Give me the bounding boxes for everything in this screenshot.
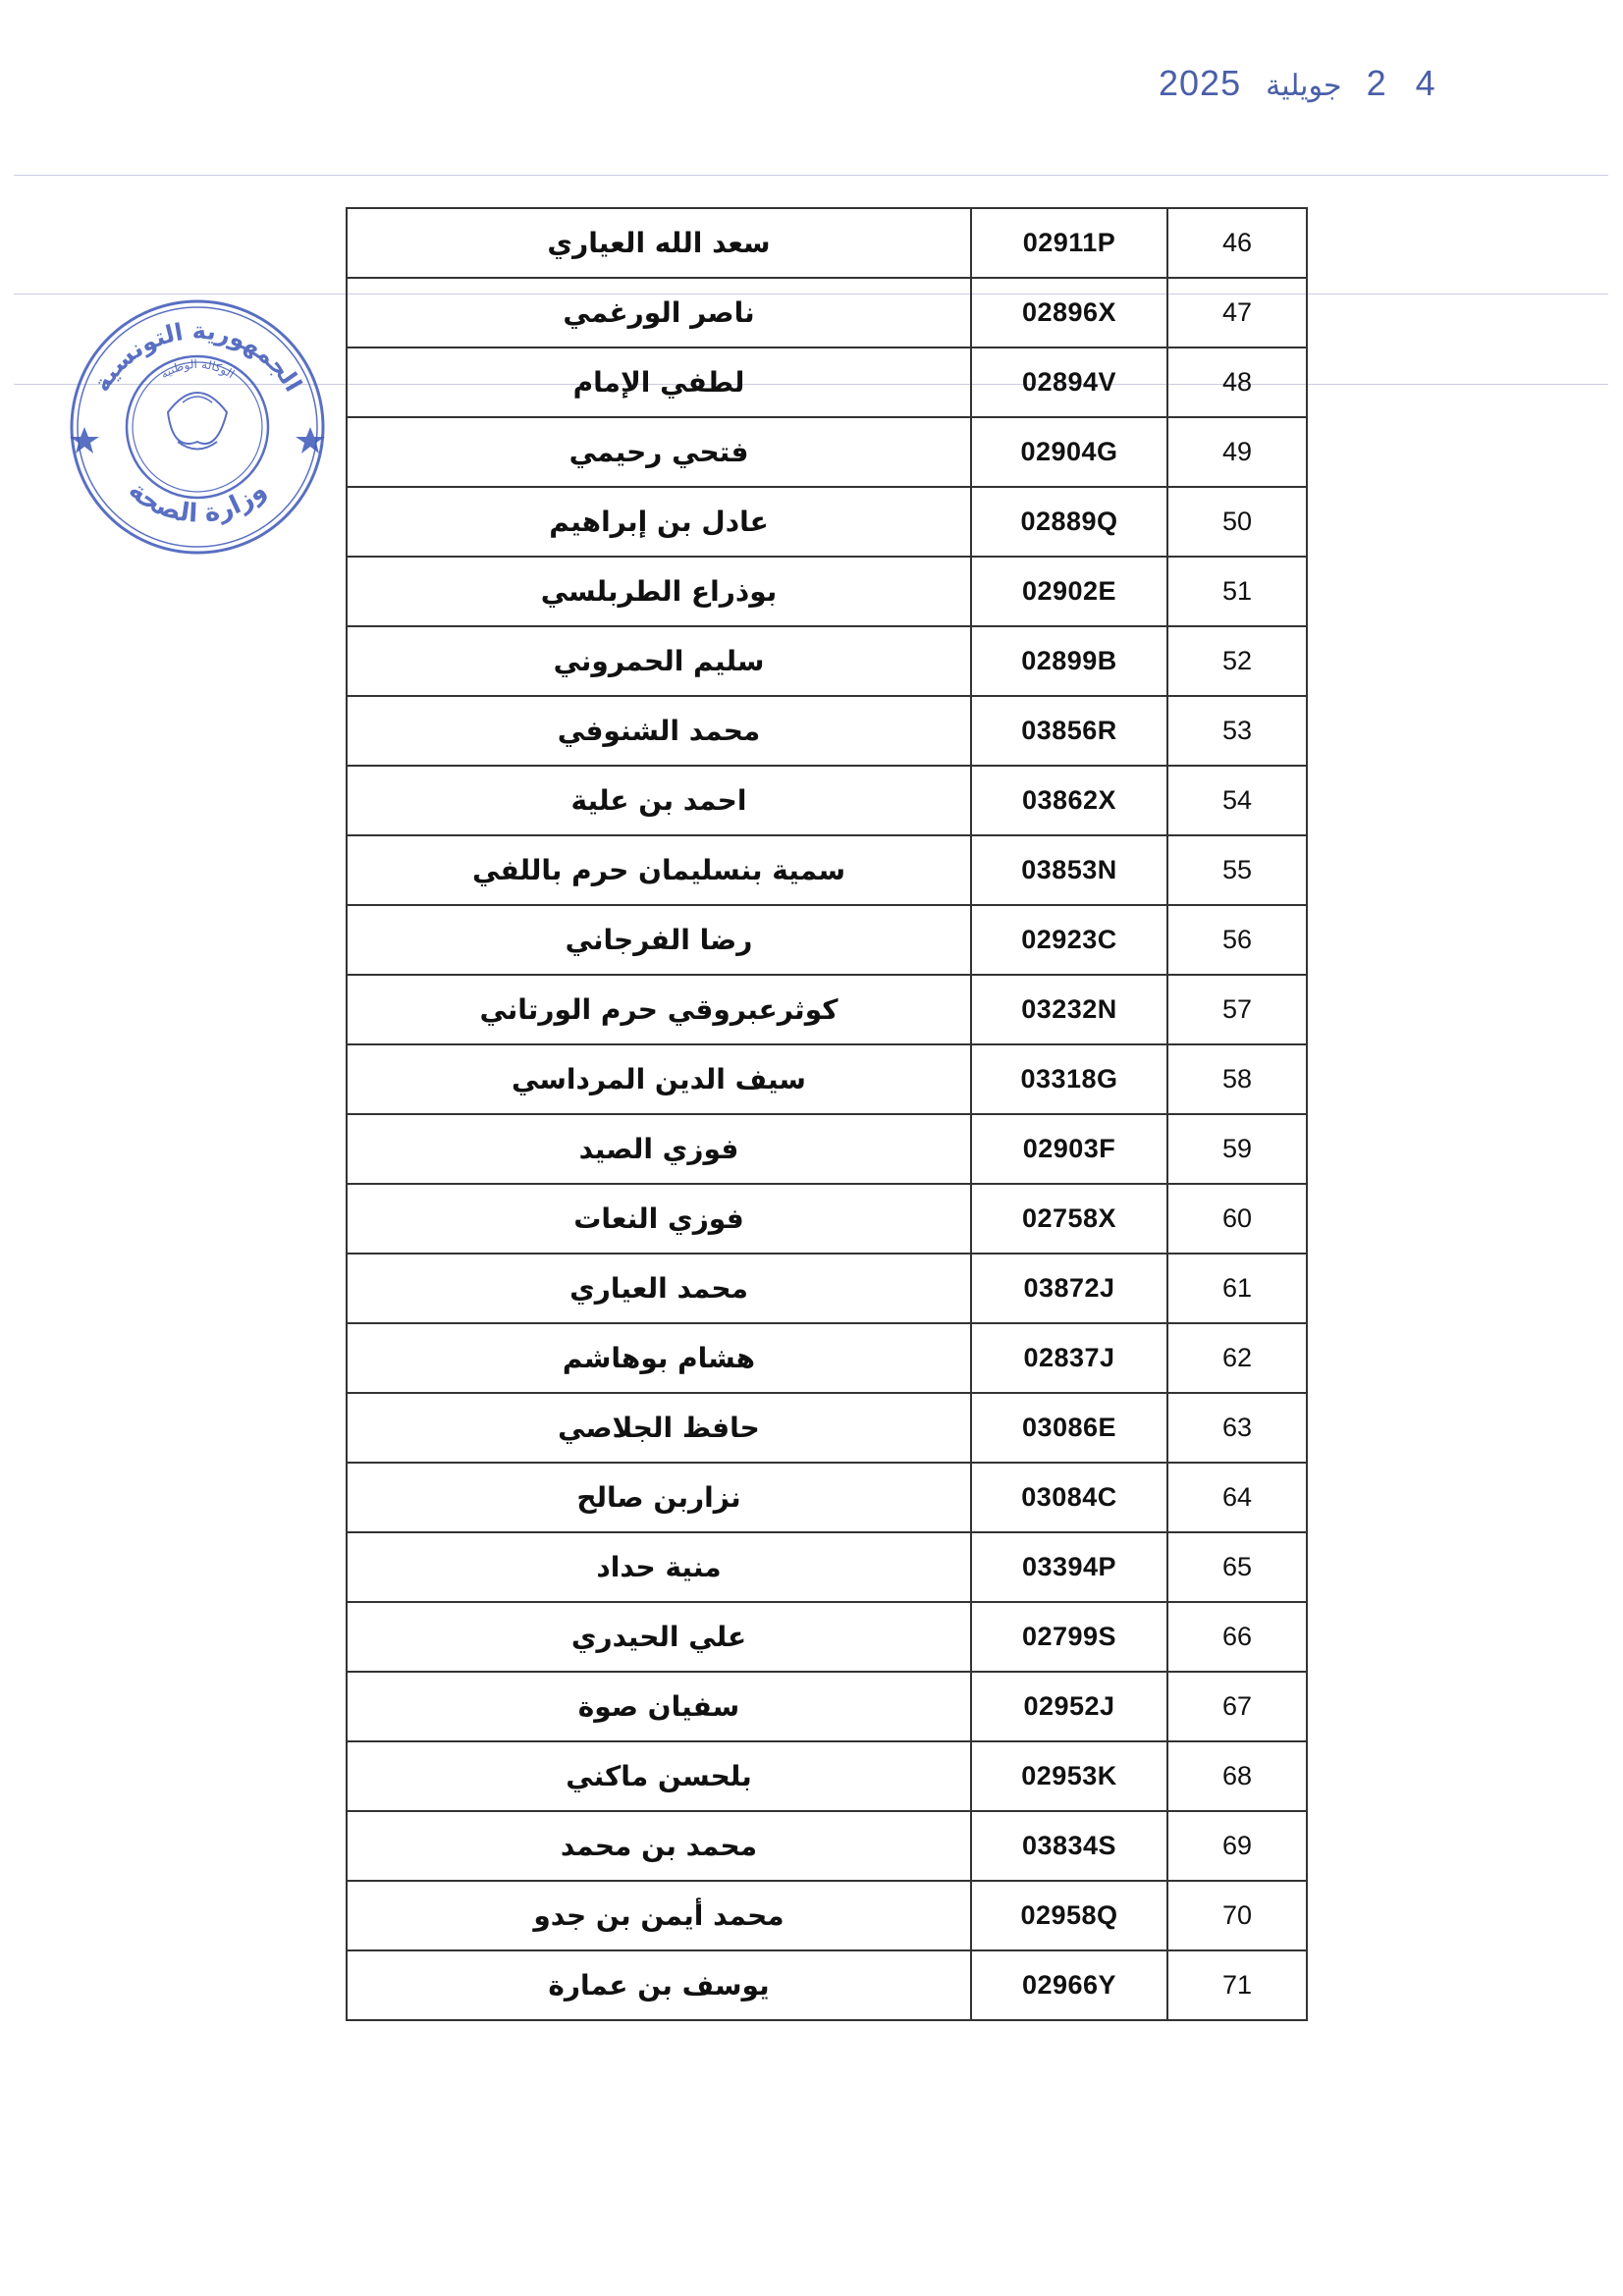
- table-row: [347, 417, 1307, 487]
- table-row: [347, 1602, 1307, 1672]
- table-row: [347, 557, 1307, 626]
- person-name: منية حداد: [347, 1532, 971, 1602]
- table-row: [347, 1881, 1307, 1950]
- row-number: 49: [1167, 417, 1307, 487]
- table-row: [347, 347, 1307, 417]
- table-row: [347, 1323, 1307, 1393]
- person-code: 03084C: [971, 1463, 1167, 1532]
- roster-body: [347, 208, 1307, 2020]
- person-name: سعد الله العياري: [347, 208, 971, 278]
- row-number: 68: [1167, 1741, 1307, 1811]
- scan-line: [14, 175, 1608, 176]
- person-name: هشام بوهاشم: [347, 1323, 971, 1393]
- table-row: [347, 766, 1307, 835]
- table-row: [347, 1044, 1307, 1114]
- person-name: سليم الحمروني: [347, 626, 971, 696]
- person-code: 02758X: [971, 1184, 1167, 1254]
- row-number: 46: [1167, 208, 1307, 278]
- person-code: 02799S: [971, 1602, 1167, 1672]
- person-code: 03232N: [971, 975, 1167, 1044]
- row-number: 56: [1167, 905, 1307, 975]
- row-number: 63: [1167, 1393, 1307, 1463]
- row-number: 60: [1167, 1184, 1307, 1254]
- seal-inner-text: الوكالة الوطنية: [157, 356, 238, 382]
- person-code: 02923C: [971, 905, 1167, 975]
- roster-table: [346, 207, 1308, 2021]
- table-row: [347, 1184, 1307, 1254]
- person-code: 03862X: [971, 766, 1167, 835]
- person-name: رضا الفرجاني: [347, 905, 971, 975]
- row-number: 64: [1167, 1463, 1307, 1532]
- person-code: 03853N: [971, 835, 1167, 905]
- svg-text:وزارة الصحة: [123, 475, 272, 528]
- row-number: 66: [1167, 1602, 1307, 1672]
- person-code: 03834S: [971, 1811, 1167, 1881]
- row-number: 50: [1167, 487, 1307, 557]
- row-number: 51: [1167, 557, 1307, 626]
- row-number: 57: [1167, 975, 1307, 1044]
- person-code: 03318G: [971, 1044, 1167, 1114]
- person-name: يوسف بن عمارة: [347, 1950, 971, 2020]
- table-row: [347, 1393, 1307, 1463]
- table-row: [347, 626, 1307, 696]
- row-number: 69: [1167, 1811, 1307, 1881]
- row-number: 48: [1167, 347, 1307, 417]
- person-name: سيف الدين المرداسي: [347, 1044, 971, 1114]
- person-name: احمد بن علية: [347, 766, 971, 835]
- person-name: حافظ الجلاصي: [347, 1393, 971, 1463]
- person-code: 02902E: [971, 557, 1167, 626]
- date-year: 2025: [1159, 63, 1242, 103]
- date-month: جويلية: [1266, 70, 1342, 102]
- table-row: [347, 1463, 1307, 1532]
- table-row: [347, 1114, 1307, 1184]
- row-number: 59: [1167, 1114, 1307, 1184]
- person-name: علي الحيدري: [347, 1602, 971, 1672]
- row-number: 71: [1167, 1950, 1307, 2020]
- person-name: نزاربن صالح: [347, 1463, 971, 1532]
- person-code: 03086E: [971, 1393, 1167, 1463]
- person-name: سفيان صوة: [347, 1672, 971, 1741]
- date-stamp: [1159, 63, 1445, 104]
- table-row: [347, 208, 1307, 278]
- table-row: [347, 1254, 1307, 1323]
- person-name: محمد بن محمد: [347, 1811, 971, 1881]
- row-number: 70: [1167, 1881, 1307, 1950]
- row-number: 62: [1167, 1323, 1307, 1393]
- table-row: [347, 696, 1307, 766]
- row-number: 67: [1167, 1672, 1307, 1741]
- person-code: 02966Y: [971, 1950, 1167, 2020]
- person-name: محمد الشنوفي: [347, 696, 971, 766]
- person-code: 02958Q: [971, 1881, 1167, 1950]
- person-name: محمد العياري: [347, 1254, 971, 1323]
- row-number: 65: [1167, 1532, 1307, 1602]
- person-code: 02952J: [971, 1672, 1167, 1741]
- person-code: 03394P: [971, 1532, 1167, 1602]
- person-name: لطفي الإمام: [347, 347, 971, 417]
- person-code: 02896X: [971, 278, 1167, 347]
- person-name: كوثرعبروقي حرم الورتاني: [347, 975, 971, 1044]
- table-row: [347, 1950, 1307, 2020]
- seal-bottom-text: وزارة الصحة: [123, 475, 272, 529]
- person-name: ناصر الورغمي: [347, 278, 971, 347]
- person-code: 02953K: [971, 1741, 1167, 1811]
- table-row: [347, 975, 1307, 1044]
- official-seal-stamp: [65, 294, 330, 560]
- person-name: سمية بنسليمان حرم باللفي: [347, 835, 971, 905]
- person-name: بلحسن ماكني: [347, 1741, 971, 1811]
- person-code: 03872J: [971, 1254, 1167, 1323]
- table-row: [347, 905, 1307, 975]
- table-row: [347, 278, 1307, 347]
- person-name: فتحي رحيمي: [347, 417, 971, 487]
- table-row: [347, 1532, 1307, 1602]
- person-code: 02837J: [971, 1323, 1167, 1393]
- person-name: عادل بن إبراهيم: [347, 487, 971, 557]
- table-row: [347, 1672, 1307, 1741]
- table-row: [347, 1741, 1307, 1811]
- row-number: 52: [1167, 626, 1307, 696]
- person-code: 02894V: [971, 347, 1167, 417]
- seal-outer-text: الجمهورية التونسية: [87, 316, 307, 397]
- person-name: فوزي الصيد: [347, 1114, 971, 1184]
- table-row: [347, 1811, 1307, 1881]
- row-number: 61: [1167, 1254, 1307, 1323]
- person-name: بوذراع الطربلسي: [347, 557, 971, 626]
- person-code: 02889Q: [971, 487, 1167, 557]
- person-code: 02903F: [971, 1114, 1167, 1184]
- row-number: 53: [1167, 696, 1307, 766]
- row-number: 54: [1167, 766, 1307, 835]
- person-code: 02899B: [971, 626, 1167, 696]
- date-day: 2 4: [1366, 63, 1445, 103]
- row-number: 47: [1167, 278, 1307, 347]
- person-name: فوزي النعات: [347, 1184, 971, 1254]
- person-code: 02911P: [971, 208, 1167, 278]
- row-number: 58: [1167, 1044, 1307, 1114]
- table-row: [347, 487, 1307, 557]
- table-row: [347, 835, 1307, 905]
- row-number: 55: [1167, 835, 1307, 905]
- person-name: محمد أيمن بن جدو: [347, 1881, 971, 1950]
- person-code: 03856R: [971, 696, 1167, 766]
- person-code: 02904G: [971, 417, 1167, 487]
